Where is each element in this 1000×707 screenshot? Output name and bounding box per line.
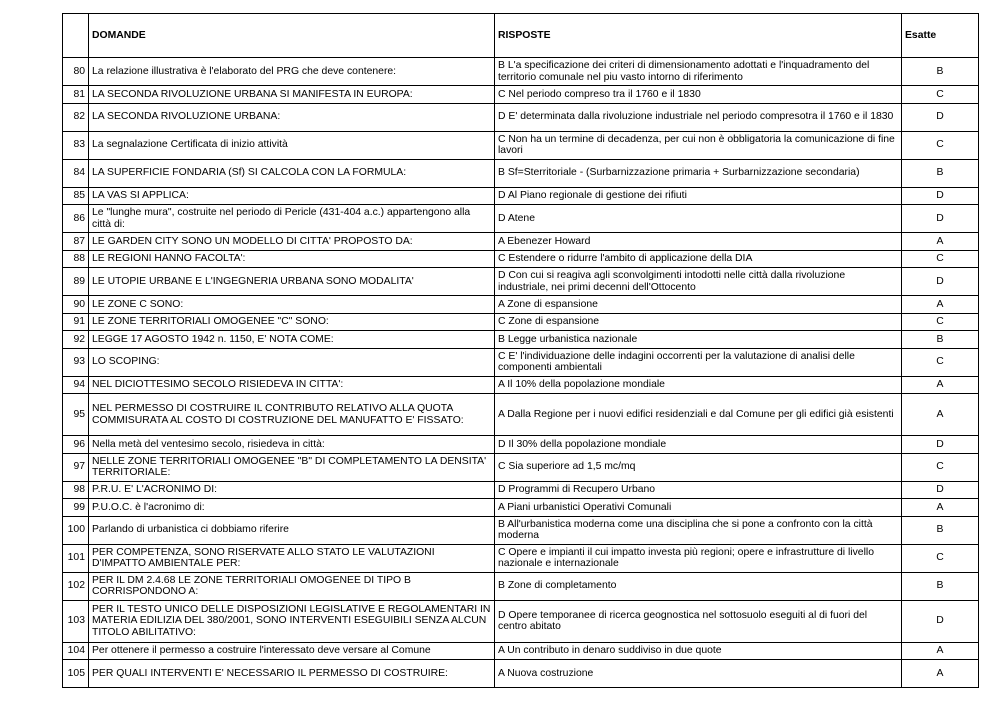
answer-cell: B Sf=Sterritoriale - (Surbarnizzazione primaria + Surbarnizzazione secondaria): [495, 159, 902, 187]
header-answers: RISPOSTE: [495, 14, 902, 58]
correct-answer-cell: A: [902, 233, 979, 251]
header-row: [63, 14, 979, 58]
row-number: 91: [63, 313, 89, 331]
correct-answer-cell: B: [902, 159, 979, 187]
table-row: [63, 499, 979, 517]
header-number: [63, 14, 89, 58]
row-number: 100: [63, 516, 89, 544]
header-correct: Esatte: [902, 14, 979, 58]
correct-answer-cell: B: [902, 516, 979, 544]
answer-cell: D Il 30% della popolazione mondiale: [495, 436, 902, 454]
question-cell: PER IL TESTO UNICO DELLE DISPOSIZIONI LEGISLATIVE E REGOLAMENTARI IN MATERIA EDILIZIA DEL 380/2001, SONO INTERVENTI ESEGUIBILI SENZA ALCUN TITOLO ABILITATIVO:: [89, 600, 495, 642]
table-row: [63, 642, 979, 660]
question-cell: LO SCOPING:: [89, 348, 495, 376]
question-cell: LE GARDEN CITY SONO UN MODELLO DI CITTA' PROPOSTO DA:: [89, 233, 495, 251]
answer-cell: C Sia superiore ad 1,5 mc/mq: [495, 453, 902, 481]
row-number: 99: [63, 499, 89, 517]
row-number: 85: [63, 187, 89, 205]
question-cell: LEGGE 17 AGOSTO 1942 n. 1150, E' NOTA COME:: [89, 331, 495, 349]
correct-answer-cell: A: [902, 376, 979, 394]
answer-cell: C E' l'individuazione delle indagini occorrenti per la valutazione di analisi delle componenti ambientali: [495, 348, 902, 376]
correct-answer-cell: D: [902, 481, 979, 499]
answer-cell: B L'a specificazione dei criteri di dimensionamento adottati e l'inquadramento del territorio comunale nel piu vasto intorno di riferimento: [495, 58, 902, 86]
table-row: [63, 348, 979, 376]
row-number: 80: [63, 58, 89, 86]
question-cell: LE REGIONI HANNO FACOLTA':: [89, 250, 495, 268]
table-body: [63, 58, 979, 688]
row-number: 96: [63, 436, 89, 454]
question-cell: LA SUPERFICIE FONDARIA (Sf) SI CALCOLA CON LA FORMULA:: [89, 159, 495, 187]
question-cell: LA VAS SI APPLICA:: [89, 187, 495, 205]
row-number: 104: [63, 642, 89, 660]
question-cell: PER IL DM 2.4.68 LE ZONE TERRITORIALI OMOGENEE DI TIPO B CORRISPONDONO A:: [89, 572, 495, 600]
correct-answer-cell: D: [902, 205, 979, 233]
table-row: [63, 58, 979, 86]
question-cell: LA SECONDA RIVOLUZIONE URBANA SI MANIFESTA IN EUROPA:: [89, 86, 495, 104]
question-cell: LE UTOPIE URBANE E L'INGEGNERIA URBANA SONO MODALITA': [89, 268, 495, 296]
question-cell: LE ZONE TERRITORIALI OMOGENEE "C" SONO:: [89, 313, 495, 331]
row-number: 98: [63, 481, 89, 499]
question-cell: Parlando di urbanistica ci dobbiamo riferire: [89, 516, 495, 544]
correct-answer-cell: C: [902, 86, 979, 104]
table-row: [63, 331, 979, 349]
answer-cell: A Nuova costruzione: [495, 660, 902, 688]
table-row: [63, 572, 979, 600]
answer-cell: B Legge urbanistica nazionale: [495, 331, 902, 349]
row-number: 94: [63, 376, 89, 394]
table-row: [63, 250, 979, 268]
correct-answer-cell: A: [902, 394, 979, 436]
answer-cell: C Non ha un termine di decadenza, per cui non è obbligatoria la comunicazione di fine lavori: [495, 131, 902, 159]
row-number: 83: [63, 131, 89, 159]
table-row: [63, 436, 979, 454]
question-cell: Nella metà del ventesimo secolo, risiedeva in città:: [89, 436, 495, 454]
row-number: 87: [63, 233, 89, 251]
answer-cell: D Al Piano regionale di gestione dei rifiuti: [495, 187, 902, 205]
correct-answer-cell: B: [902, 331, 979, 349]
question-cell: PER QUALI INTERVENTI E' NECESSARIO IL PERMESSO DI COSTRUIRE:: [89, 660, 495, 688]
question-cell: La relazione illustrativa è l'elaborato del PRG che deve contenere:: [89, 58, 495, 86]
correct-answer-cell: B: [902, 572, 979, 600]
answer-cell: A Il 10% della popolazione mondiale: [495, 376, 902, 394]
answer-cell: A Zone di espansione: [495, 296, 902, 314]
answer-cell: D E' determinata dalla rivoluzione industriale nel periodo compresotra il 1760 e il 1830: [495, 103, 902, 131]
answer-cell: D Programmi di Recupero Urbano: [495, 481, 902, 499]
table-row: [63, 516, 979, 544]
table-row: [63, 187, 979, 205]
answer-cell: A Un contributo in denaro suddiviso in due quote: [495, 642, 902, 660]
row-number: 84: [63, 159, 89, 187]
row-number: 95: [63, 394, 89, 436]
table-row: [63, 268, 979, 296]
table-row: [63, 233, 979, 251]
table-row: [63, 131, 979, 159]
answer-cell: C Nel periodo compreso tra il 1760 e il 1830: [495, 86, 902, 104]
question-cell: P.U.O.C. è l'acronimo di:: [89, 499, 495, 517]
correct-answer-cell: C: [902, 348, 979, 376]
answer-cell: D Atene: [495, 205, 902, 233]
answer-cell: B Zone di completamento: [495, 572, 902, 600]
table-row: [63, 103, 979, 131]
correct-answer-cell: D: [902, 436, 979, 454]
table-row: [63, 544, 979, 572]
row-number: 89: [63, 268, 89, 296]
question-cell: Per ottenere il permesso a costruire l'interessato deve versare al Comune: [89, 642, 495, 660]
row-number: 90: [63, 296, 89, 314]
correct-answer-cell: D: [902, 187, 979, 205]
correct-answer-cell: D: [902, 600, 979, 642]
answer-cell: C Estendere o ridurre l'ambito di applicazione della DIA: [495, 250, 902, 268]
table-row: [63, 481, 979, 499]
correct-answer-cell: C: [902, 453, 979, 481]
table-row: [63, 453, 979, 481]
row-number: 92: [63, 331, 89, 349]
row-number: 81: [63, 86, 89, 104]
table-row: [63, 660, 979, 688]
question-cell: NELLE ZONE TERRITORIALI OMOGENEE "B" DI COMPLETAMENTO LA DENSITA' TERRITORIALE:: [89, 453, 495, 481]
quiz-table: [62, 13, 979, 688]
correct-answer-cell: D: [902, 268, 979, 296]
table-row: [63, 394, 979, 436]
row-number: 103: [63, 600, 89, 642]
table-row: [63, 159, 979, 187]
correct-answer-cell: C: [902, 544, 979, 572]
answer-cell: B All'urbanistica moderna come una disciplina che si pone a confronto con la città moderna: [495, 516, 902, 544]
question-cell: NEL DICIOTTESIMO SECOLO RISIEDEVA IN CITTA':: [89, 376, 495, 394]
answer-cell: C Opere e impianti il cui impatto investa più regioni; opere e infrastrutture di livello nazionale e internazionale: [495, 544, 902, 572]
question-cell: LE ZONE C SONO:: [89, 296, 495, 314]
answer-cell: D Opere temporanee di ricerca geognostica nel sottosuolo eseguiti al di fuori del centro abitato: [495, 600, 902, 642]
correct-answer-cell: A: [902, 642, 979, 660]
table-row: [63, 205, 979, 233]
row-number: 93: [63, 348, 89, 376]
correct-answer-cell: B: [902, 58, 979, 86]
correct-answer-cell: A: [902, 499, 979, 517]
answer-cell: C Zone di espansione: [495, 313, 902, 331]
answer-cell: D Con cui si reagiva agli sconvolgimenti intodotti nelle città dalla rivoluzione industriale, nei primi decenni dell'Ottocento: [495, 268, 902, 296]
row-number: 82: [63, 103, 89, 131]
correct-answer-cell: A: [902, 660, 979, 688]
answer-cell: A Ebenezer Howard: [495, 233, 902, 251]
table-row: [63, 376, 979, 394]
question-cell: PER COMPETENZA, SONO RISERVATE ALLO STATO LE VALUTAZIONI D'IMPATTO AMBIENTALE PER:: [89, 544, 495, 572]
table-row: [63, 86, 979, 104]
row-number: 88: [63, 250, 89, 268]
row-number: 86: [63, 205, 89, 233]
correct-answer-cell: C: [902, 313, 979, 331]
table-row: [63, 296, 979, 314]
question-cell: Le "lunghe mura", costruite nel periodo di Pericle (431-404 a.c.) appartengono alla città di:: [89, 205, 495, 233]
row-number: 101: [63, 544, 89, 572]
header-questions: DOMANDE: [89, 14, 495, 58]
row-number: 102: [63, 572, 89, 600]
correct-answer-cell: C: [902, 131, 979, 159]
question-cell: P.R.U. E' L'ACRONIMO DI:: [89, 481, 495, 499]
row-number: 97: [63, 453, 89, 481]
correct-answer-cell: D: [902, 103, 979, 131]
correct-answer-cell: A: [902, 296, 979, 314]
question-cell: La segnalazione Certificata di inizio attività: [89, 131, 495, 159]
table-row: [63, 313, 979, 331]
table-row: [63, 600, 979, 642]
question-cell: NEL PERMESSO DI COSTRUIRE IL CONTRIBUTO RELATIVO ALLA QUOTA COMMISURATA AL COSTO DI COSTRUZIONE DEL MANUFATTO E' FISSATO:: [89, 394, 495, 436]
answer-cell: A Dalla Regione per i nuovi edifici residenziali e dal Comune per gli edifici già esistenti: [495, 394, 902, 436]
question-cell: LA SECONDA RIVOLUZIONE URBANA:: [89, 103, 495, 131]
answer-cell: A Piani urbanistici Operativi Comunali: [495, 499, 902, 517]
row-number: 105: [63, 660, 89, 688]
correct-answer-cell: C: [902, 250, 979, 268]
